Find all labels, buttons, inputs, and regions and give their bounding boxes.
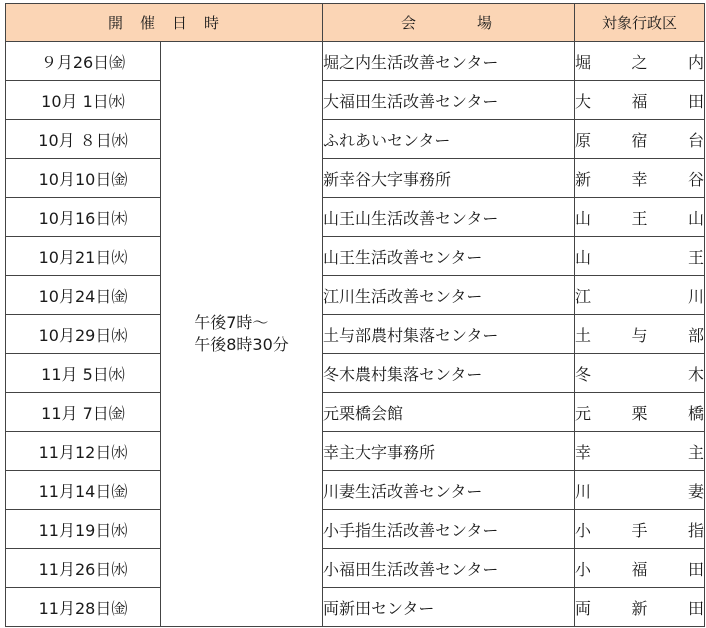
table-row [6, 237, 705, 276]
district-cell [575, 315, 705, 354]
venue-cell: 土与部農村集落センター [323, 315, 575, 354]
venue-cell: 山王山生活改善センター [323, 198, 575, 237]
table-row [6, 354, 705, 393]
district-cell [575, 276, 705, 315]
date-cell: 11月12日㈬ [6, 432, 161, 471]
district-name: 元栗橋 [575, 403, 705, 423]
venue-cell: 山王生活改善センター [323, 237, 575, 276]
time-range [194, 312, 289, 356]
header-row [6, 4, 705, 42]
date-cell: 10月 ８日㈬ [6, 120, 161, 159]
venue-cell: 小福田生活改善センター [323, 549, 575, 588]
district-name: 江川 [575, 286, 705, 306]
venue-cell: 堀之内生活改善センター [323, 42, 575, 81]
district-name: 小手指 [575, 520, 705, 540]
venue-cell: 両新田センター [323, 588, 575, 627]
district-name: 原宿台 [575, 130, 705, 150]
district-cell [575, 81, 705, 120]
district-cell [575, 354, 705, 393]
date-cell: 11月14日㈮ [6, 471, 161, 510]
table-row [6, 276, 705, 315]
district-name: 堀之内 [575, 52, 705, 72]
date-cell: 10月21日㈫ [6, 237, 161, 276]
date-cell: 10月16日㈭ [6, 198, 161, 237]
district-cell [575, 42, 705, 81]
date-cell: 10月 1日㈬ [6, 81, 161, 120]
district-cell [575, 510, 705, 549]
date-cell: 11月26日㈬ [6, 549, 161, 588]
time-end: 午後8時30分 [194, 335, 289, 354]
district-cell [575, 159, 705, 198]
date-cell: 11月 7日㈮ [6, 393, 161, 432]
venue-cell: 新幸谷大字事務所 [323, 159, 575, 198]
header-venue: 会 場 [323, 4, 575, 42]
district-cell [575, 237, 705, 276]
table-row [6, 159, 705, 198]
venue-cell: 江川生活改善センター [323, 276, 575, 315]
venue-cell: ふれあいセンター [323, 120, 575, 159]
district-cell [575, 393, 705, 432]
venue-cell: 幸主大字事務所 [323, 432, 575, 471]
schedule-table [5, 3, 705, 627]
district-name: 小福田 [575, 559, 705, 579]
header-district: 対象行政区 [575, 4, 705, 42]
venue-cell: 川妻生活改善センター [323, 471, 575, 510]
date-cell: 11月28日㈮ [6, 588, 161, 627]
header-datetime: 開 催 日 時 [6, 4, 323, 42]
district-name: 川妻 [575, 481, 705, 501]
date-cell: ９月26日㈮ [6, 42, 161, 81]
date-cell: 11月19日㈬ [6, 510, 161, 549]
date-cell: 10月29日㈬ [6, 315, 161, 354]
district-cell [575, 120, 705, 159]
table-row [6, 315, 705, 354]
table-row [6, 81, 705, 120]
district-cell [575, 198, 705, 237]
table-row [6, 393, 705, 432]
district-name: 山王山 [575, 208, 705, 228]
district-name: 幸主 [575, 442, 705, 462]
venue-cell: 小手指生活改善センター [323, 510, 575, 549]
district-name: 土与部 [575, 325, 705, 345]
date-cell: 10月10日㈮ [6, 159, 161, 198]
table-row [6, 510, 705, 549]
time-cell [161, 42, 323, 627]
district-name: 新幸谷 [575, 169, 705, 189]
district-cell [575, 432, 705, 471]
venue-cell: 冬木農村集落センター [323, 354, 575, 393]
table-row [6, 120, 705, 159]
table-row [6, 42, 705, 81]
venue-cell: 元栗橋会館 [323, 393, 575, 432]
date-cell: 11月 5日㈬ [6, 354, 161, 393]
district-cell [575, 471, 705, 510]
district-name: 両新田 [575, 598, 705, 618]
table-row [6, 588, 705, 627]
venue-cell: 大福田生活改善センター [323, 81, 575, 120]
district-cell [575, 549, 705, 588]
table-row [6, 549, 705, 588]
district-name: 冬木 [575, 364, 705, 384]
time-start: 午後7時～ [194, 313, 269, 332]
district-name: 大福田 [575, 91, 705, 111]
table-row [6, 432, 705, 471]
date-cell: 10月24日㈮ [6, 276, 161, 315]
table-row [6, 471, 705, 510]
district-cell [575, 588, 705, 627]
table-row [6, 198, 705, 237]
district-name: 山王 [575, 247, 705, 267]
